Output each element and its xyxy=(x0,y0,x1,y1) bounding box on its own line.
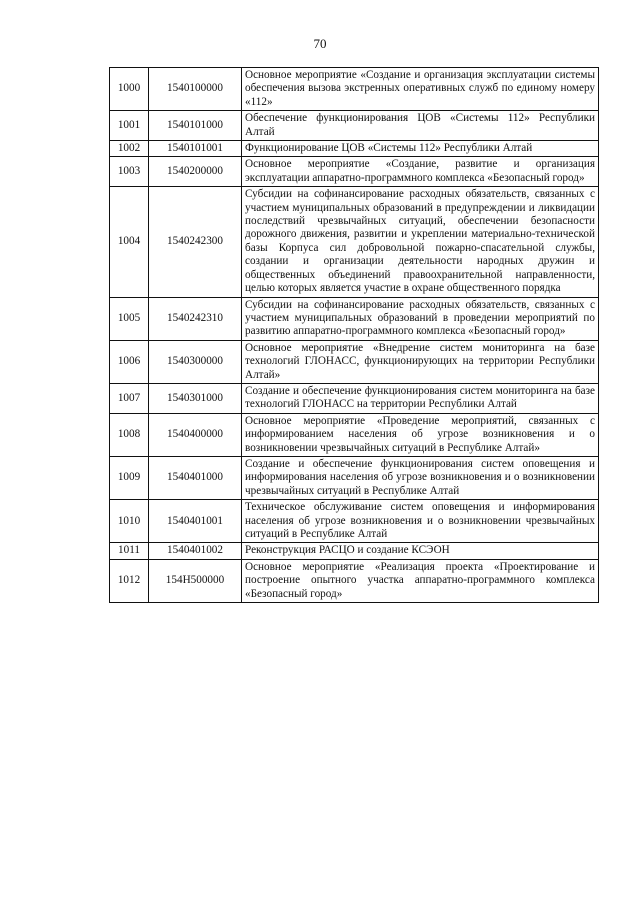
row-number: 1011 xyxy=(110,543,149,559)
table-row xyxy=(110,141,599,157)
row-code: 1540242310 xyxy=(149,297,242,340)
page-number: 70 xyxy=(313,36,327,51)
table-row xyxy=(110,297,599,340)
table-row xyxy=(110,500,599,543)
table-row xyxy=(110,456,599,499)
row-number: 1006 xyxy=(110,340,149,383)
row-description: Обеспечение функционирования ЦОВ «Системы 112» Республики Алтай xyxy=(242,111,599,141)
row-description: Основное мероприятие «Реализация проекта «Проектирование и построение опытного участка аппаратно-программного комплекса «Безопасный город» xyxy=(242,559,599,602)
table-row xyxy=(110,543,599,559)
table-row xyxy=(110,187,599,297)
table-row xyxy=(110,559,599,602)
row-number: 1005 xyxy=(110,297,149,340)
row-number: 1012 xyxy=(110,559,149,602)
table-row xyxy=(110,68,599,111)
table-row xyxy=(110,340,599,383)
row-description: Техническое обслуживание систем оповещения и информирования населения об угрозе возникновения и о возникновении чрезвычайных ситуаций в Республике Алтай xyxy=(242,500,599,543)
budget-classification-table xyxy=(109,67,599,603)
table-row xyxy=(110,383,599,413)
table-row xyxy=(110,111,599,141)
row-description: Субсидии на софинансирование расходных обязательств, связанных с участием муниципальных образований в проведении мероприятий по развитию аппаратно-программного комплекса «Безопасный город» xyxy=(242,297,599,340)
row-number: 1007 xyxy=(110,383,149,413)
row-description: Реконструкция РАСЦО и создание КСЭОН xyxy=(242,543,599,559)
row-number: 1001 xyxy=(110,111,149,141)
row-number: 1008 xyxy=(110,413,149,456)
row-code: 1540101000 xyxy=(149,111,242,141)
row-description: Создание и обеспечение функционирования систем оповещения и информирования населения об угрозе возникновения и о возникновении чрезвычайных ситуаций в Республике Алтай xyxy=(242,456,599,499)
row-code: 1540242300 xyxy=(149,187,242,297)
row-code: 1540300000 xyxy=(149,340,242,383)
row-description: Основное мероприятие «Проведение мероприятий, связанных с информированием населения об угрозе возникновения и о возникновении чрезвычайных ситуаций в Республике Алтай» xyxy=(242,413,599,456)
row-description: Создание и обеспечение функционирования систем мониторинга на базе технологий ГЛОНАСС на территории Республики Алтай xyxy=(242,383,599,413)
row-code: 1540401001 xyxy=(149,500,242,543)
row-description: Функционирование ЦОВ «Системы 112» Республики Алтай xyxy=(242,141,599,157)
row-number: 1004 xyxy=(110,187,149,297)
row-number: 1010 xyxy=(110,500,149,543)
row-description: Основное мероприятие «Создание и организация эксплуатации системы обеспечения вызова экстренных оперативных служб по единому номеру «112» xyxy=(242,68,599,111)
table-row xyxy=(110,413,599,456)
row-description: Основное мероприятие «Создание, развитие и организация эксплуатации аппаратно-программного комплекса «Безопасный город» xyxy=(242,157,599,187)
row-code: 1540100000 xyxy=(149,68,242,111)
row-code: 154Н500000 xyxy=(149,559,242,602)
row-description: Субсидии на софинансирование расходных обязательств, связанных с участием муниципальных образований в предупреждении и ликвидации последствий чрезвычайных ситуаций, обеспечении безопасности дорожного движения, развитии и укреплении материально-технической базы Корпуса сил добровольной пожарно-спасательной службы, создании и организации деятельности народных дружин и общественных объединений правоохранительной направленности, целью которых является участие в охране общественного порядка xyxy=(242,187,599,297)
row-number: 1000 xyxy=(110,68,149,111)
row-code: 1540301000 xyxy=(149,383,242,413)
row-number: 1009 xyxy=(110,456,149,499)
table-row xyxy=(110,157,599,187)
row-number: 1003 xyxy=(110,157,149,187)
row-code: 1540400000 xyxy=(149,413,242,456)
table-body xyxy=(110,68,599,603)
row-code: 1540101001 xyxy=(149,141,242,157)
row-code: 1540401000 xyxy=(149,456,242,499)
row-description: Основное мероприятие «Внедрение систем мониторинга на базе технологий ГЛОНАСС, функционирующих на территории Республики Алтай» xyxy=(242,340,599,383)
row-code: 1540200000 xyxy=(149,157,242,187)
row-code: 1540401002 xyxy=(149,543,242,559)
row-number: 1002 xyxy=(110,141,149,157)
